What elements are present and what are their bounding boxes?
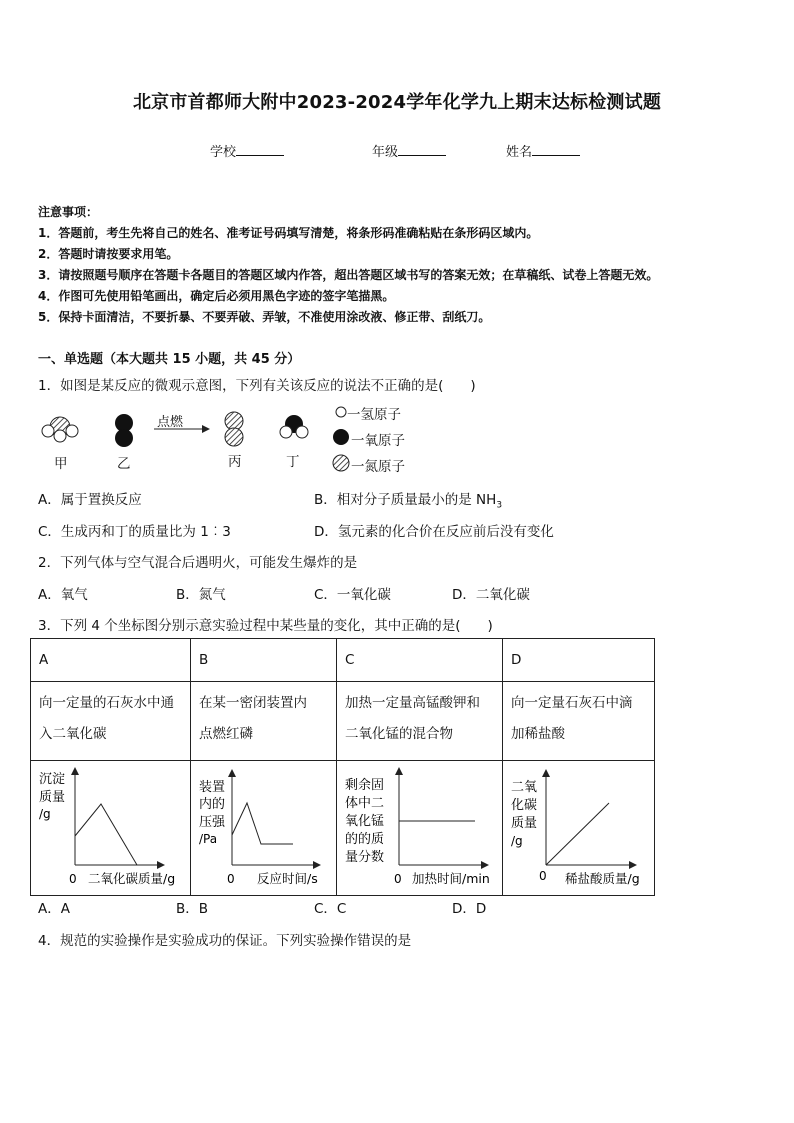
col-b-desc-line1: 在某一密闭装置内 — [199, 695, 307, 711]
graph-a-curve — [75, 804, 137, 865]
molecule-ding — [280, 415, 308, 438]
question-2-stem: 2．下列气体与空气混合后遇明火，可能发生爆炸的是 — [38, 555, 358, 571]
school-field — [210, 141, 284, 160]
legend-nitrogen: 一氮原子 — [351, 459, 405, 475]
legend-hydrogen: 一氢原子 — [347, 407, 401, 423]
graph-b — [191, 761, 336, 895]
question-3-stem: 3．下列 4 个坐标图分别示意实验过程中某些量的变化，其中正确的是( ) — [38, 618, 493, 634]
school-label: 学校 — [210, 145, 237, 160]
q2-option-d[interactable]: D．二氧化碳 — [452, 587, 530, 603]
q2-option-a[interactable]: A．氧气 — [38, 587, 88, 603]
nitrogen-atom-icon — [333, 455, 349, 471]
graph-b-y-arrow — [228, 769, 236, 777]
graph-b-curve — [232, 803, 293, 844]
col-a-desc-line2: 入二氧化碳 — [39, 726, 107, 742]
q2-option-c[interactable]: C．一氧化碳 — [314, 587, 391, 603]
col-a-desc — [31, 682, 191, 761]
graph-c-y-arrow — [395, 767, 403, 775]
notice-item: 1．答题前，考生先将自己的姓名、准考证号码填写清楚，将条形码准确粘贴在条形码区域内。 — [38, 226, 539, 240]
graph-d-cell — [503, 761, 655, 896]
graph-d-ylabel-1: 二氧 — [511, 780, 538, 795]
graph-d-origin: 0 — [539, 869, 547, 883]
notice-item: 2．答题时请按要求用笔。 — [38, 247, 179, 261]
col-b-desc — [191, 682, 337, 761]
graph-a-origin: 0 — [69, 872, 77, 886]
oxygen-atom-icon — [333, 429, 349, 445]
graph-d-curve — [546, 803, 609, 865]
q1-option-b[interactable] — [314, 488, 502, 511]
graph-a-x-arrow — [157, 861, 165, 869]
graph-c-origin: 0 — [394, 872, 402, 886]
graph-a-ylabel-2: 质量 — [39, 790, 66, 805]
graph-d-xlabel: 稀盐酸质量/g — [565, 871, 640, 886]
name-label: 姓名 — [506, 145, 533, 160]
grade-label: 年级 — [372, 145, 399, 160]
q2-option-b[interactable]: B．氮气 — [176, 587, 226, 603]
notice-item: 5．保持卡面清洁，不要折暴、不要弄破、弄皱，不准使用涂改液、修正带、刮纸刀。 — [38, 310, 491, 324]
graph-b-ylabel-4: /Pa — [199, 832, 218, 846]
graph-c-xlabel: 加热时间/min — [412, 871, 490, 886]
graph-d-ylabel-3: 质量 — [511, 816, 538, 831]
notice-item: 3．请按照题号顺序在答题卡各题目的答题区域内作答，超出答题区域书写的答案无效；在草稿纸、试卷上答题无效。 — [38, 268, 659, 282]
graph-b-ylabel-3: 压强 — [199, 815, 226, 830]
col-d-desc — [503, 682, 655, 761]
graph-c-ylabel-2: 体中二 — [345, 796, 385, 811]
q1-option-d[interactable]: D．氢元素的化合价在反应前后没有变化 — [314, 524, 554, 540]
school-blank[interactable] — [236, 143, 284, 156]
label-yi: 乙 — [117, 456, 131, 472]
graph-c-ylabel-4: 的的质 — [345, 832, 385, 847]
graph-a-ylabel-1: 沉淀 — [39, 772, 66, 787]
grade-blank[interactable] — [398, 143, 446, 156]
molecule-yi — [115, 414, 133, 447]
arrow-label: 点燃 — [157, 415, 184, 430]
graph-c-x-arrow — [481, 861, 489, 869]
notice-heading: 注意事项： — [38, 205, 99, 219]
graph-b-xlabel: 反应时间/s — [257, 871, 318, 886]
graph-a — [31, 761, 190, 895]
col-d-desc-line1: 向一定量石灰石中滴 — [511, 695, 633, 711]
col-a-desc-line1: 向一定量的石灰水中通 — [39, 695, 174, 711]
label-bing: 丙 — [228, 454, 242, 470]
legend-oxygen: 一氧原子 — [351, 433, 405, 449]
col-d-desc-line2: 加稀盐酸 — [511, 726, 565, 742]
label-jia: 甲 — [54, 456, 68, 472]
col-b-letter: B — [191, 639, 337, 682]
name-blank[interactable] — [532, 143, 580, 156]
graph-a-ylabel-3: /g — [39, 807, 51, 821]
graph-d-y-arrow — [542, 769, 550, 777]
q1-option-b-subscript: 3 — [496, 500, 503, 511]
q3-option-c[interactable]: C．C — [314, 901, 347, 917]
graph-c — [337, 761, 502, 895]
graph-a-y-arrow — [71, 767, 79, 775]
col-c-letter: C — [337, 639, 503, 682]
col-c-desc-line2: 二氧化锰的混合物 — [345, 726, 453, 742]
q3-graph-table — [30, 638, 655, 896]
graph-d-ylabel-2: 化碳 — [511, 798, 538, 813]
col-d-letter: D — [503, 639, 655, 682]
molecule-jia — [42, 417, 78, 442]
question-1-stem: 1．如图是某反应的微观示意图，下列有关该反应的说法不正确的是( ) — [38, 378, 476, 394]
q1-option-b-text: B．相对分子质量最小的是 NH — [314, 492, 497, 508]
label-ding: 丁 — [286, 454, 300, 470]
graph-d-ylabel-4: /g — [511, 834, 523, 848]
q3-option-a[interactable]: A．A — [38, 901, 70, 917]
graph-c-ylabel-3: 氧化锰 — [345, 814, 385, 829]
q1-option-c[interactable]: C．生成丙和丁的质量比为 1︰3 — [38, 524, 231, 540]
notice-item: 4．作图可先使用铅笔画出，确定后必须用黑色字迹的签字笔描黑。 — [38, 289, 395, 303]
q1-option-a[interactable]: A．属于置换反应 — [38, 492, 142, 508]
graph-a-cell — [31, 761, 191, 896]
graph-b-ylabel-1: 装置 — [199, 780, 226, 795]
graph-c-ylabel-5: 量分数 — [345, 850, 385, 865]
col-b-desc-line2: 点燃红磷 — [199, 726, 253, 742]
graph-d — [503, 761, 654, 895]
graph-b-cell — [191, 761, 337, 896]
question-4-stem: 4．规范的实验操作是实验成功的保证。下列实验操作错误的是 — [38, 933, 412, 949]
col-a-letter: A — [31, 639, 191, 682]
graph-c-ylabel-1: 剩余固 — [345, 778, 385, 793]
name-field — [506, 141, 580, 160]
section-heading: 一、单选题（本大题共 15 小题，共 45 分） — [38, 352, 301, 367]
q3-option-d[interactable]: D．D — [452, 901, 487, 917]
hydrogen-atom-icon — [336, 407, 346, 417]
col-c-desc — [337, 682, 503, 761]
col-c-desc-line1: 加热一定量高锰酸钾和 — [345, 695, 480, 711]
graph-a-xlabel: 二氧化碳质量/g — [88, 871, 176, 886]
molecule-bing — [225, 412, 243, 446]
grade-field — [372, 141, 446, 160]
page-title: 北京市首都师大附中2023-2024学年化学九上期末达标检测试题 — [132, 92, 662, 113]
graph-b-origin: 0 — [227, 872, 235, 886]
q3-option-b[interactable]: B．B — [176, 901, 209, 917]
graph-b-ylabel-2: 内的 — [199, 797, 226, 812]
graph-b-x-arrow — [313, 861, 321, 869]
graph-d-x-arrow — [629, 861, 637, 869]
graph-c-cell — [337, 761, 503, 896]
